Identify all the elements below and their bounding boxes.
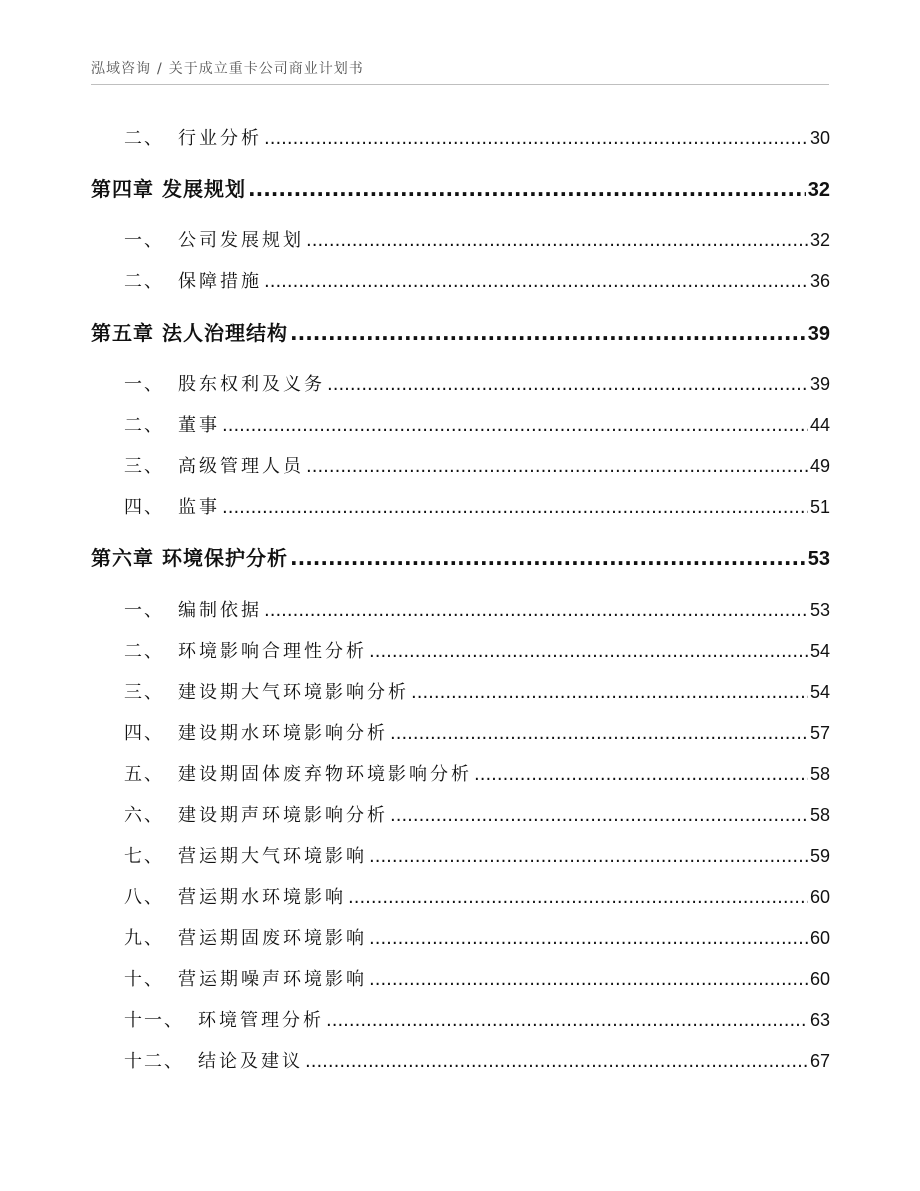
dot-leader: [306, 230, 808, 251]
toc-entry-title: 公司发展规划: [178, 230, 304, 251]
toc-entry[interactable]: [124, 124, 830, 148]
toc-chapter[interactable]: [91, 173, 830, 201]
toc-entry-number: 八、: [124, 887, 164, 908]
toc-entry-page: 51: [809, 497, 830, 517]
toc-entry[interactable]: [124, 267, 830, 291]
toc-entry[interactable]: [124, 1047, 830, 1071]
dot-leader: [348, 887, 808, 908]
toc-entry-title: 建设期水环境影响分析: [178, 723, 388, 744]
toc-chapter-title: 法人治理结构: [162, 321, 288, 345]
toc-entry-number: 十一、: [124, 1010, 184, 1031]
dot-leader: [222, 497, 808, 518]
toc-entry-number: 一、: [124, 600, 164, 621]
toc-entry-title: 营运期大气环境影响: [178, 846, 367, 867]
toc-chapter-title: 环境保护分析: [162, 546, 288, 570]
toc-entry-title: 建设期固体废弃物环境影响分析: [178, 764, 472, 785]
toc-entry-page: 60: [809, 969, 830, 989]
toc-entry-title: 营运期噪声环境影响: [178, 969, 367, 990]
toc-entry[interactable]: [124, 801, 830, 825]
dot-leader: [290, 321, 806, 345]
toc-entry[interactable]: [124, 678, 830, 702]
dot-leader: [411, 682, 808, 703]
toc-entry-title: 股东权利及义务: [178, 374, 325, 395]
toc-entry-title: 建设期声环境影响分析: [178, 805, 388, 826]
dot-leader: [390, 723, 808, 744]
toc-entry-number: 二、: [124, 641, 164, 662]
toc-entry-page: 60: [809, 887, 830, 907]
toc-entry-title: 董事: [178, 415, 220, 436]
toc-chapter-page: 32: [807, 179, 830, 201]
toc-entry-number: 五、: [124, 764, 164, 785]
dot-leader: [390, 805, 808, 826]
header-company: 泓域咨询: [91, 61, 151, 77]
toc-entry-page: 67: [809, 1051, 830, 1071]
toc-entry-page: 32: [809, 230, 830, 250]
dot-leader: [248, 177, 806, 201]
toc-entry-title: 高级管理人员: [178, 456, 304, 477]
toc-chapter[interactable]: [91, 317, 830, 345]
dot-leader: [369, 928, 808, 949]
toc-entry-page: 39: [809, 374, 830, 394]
toc-chapter-title: 发展规划: [162, 177, 246, 201]
toc-entry-page: 58: [809, 764, 830, 784]
toc-entry-title: 编制依据: [178, 600, 262, 621]
toc-entry[interactable]: [124, 965, 830, 989]
toc-entry[interactable]: [124, 719, 830, 743]
toc-entry-number: 十二、: [124, 1051, 184, 1072]
toc-chapter-number: 第四章: [91, 177, 154, 201]
dot-leader: [327, 374, 808, 395]
toc-chapter[interactable]: [91, 542, 830, 570]
toc-entry-number: 二、: [124, 415, 164, 436]
toc-entry[interactable]: [124, 1006, 830, 1030]
toc-entry[interactable]: [124, 883, 830, 907]
toc-entry[interactable]: [124, 493, 830, 517]
dot-leader: [326, 1010, 808, 1031]
toc-chapter-page: 39: [807, 323, 830, 345]
dot-leader: [264, 600, 808, 621]
toc-entry[interactable]: [124, 370, 830, 394]
toc-entry-number: 七、: [124, 846, 164, 867]
toc-entry[interactable]: [124, 842, 830, 866]
toc-entry-page: 60: [809, 928, 830, 948]
toc-entry-title: 保障措施: [178, 271, 262, 292]
toc-entry-page: 58: [809, 805, 830, 825]
toc-entry-page: 49: [809, 456, 830, 476]
toc-chapter-number: 第六章: [91, 546, 154, 570]
toc-entry-page: 36: [809, 271, 830, 291]
toc-entry-page: 30: [809, 128, 830, 148]
dot-leader: [290, 546, 806, 570]
toc-entry[interactable]: [124, 637, 830, 661]
header-doc-title: 关于成立重卡公司商业计划书: [168, 61, 364, 77]
toc-entry-number: 十、: [124, 969, 164, 990]
toc-entry-number: 一、: [124, 374, 164, 395]
toc-entry-title: 营运期水环境影响: [178, 887, 346, 908]
toc-chapter-number: 第五章: [91, 321, 154, 345]
toc-entry-title: 监事: [178, 497, 220, 518]
dot-leader: [222, 415, 808, 436]
toc-entry-number: 二、: [124, 271, 164, 292]
toc-entry-title: 环境影响合理性分析: [178, 641, 367, 662]
dot-leader: [474, 764, 808, 785]
toc-entry-number: 一、: [124, 230, 164, 251]
toc-entry-page: 57: [809, 723, 830, 743]
toc-entry-number: 四、: [124, 497, 164, 518]
toc-entry-page: 59: [809, 846, 830, 866]
toc-entry[interactable]: [124, 452, 830, 476]
toc-entry-number: 四、: [124, 723, 164, 744]
toc-entry-page: 54: [809, 682, 830, 702]
toc-entry[interactable]: [124, 226, 830, 250]
dot-leader: [306, 456, 808, 477]
toc-entry-page: 44: [809, 415, 830, 435]
toc-entry-number: 六、: [124, 805, 164, 826]
dot-leader: [264, 128, 808, 149]
toc-entry[interactable]: [124, 760, 830, 784]
header-separator: /: [157, 61, 163, 77]
dot-leader: [264, 271, 808, 292]
dot-leader: [369, 641, 808, 662]
toc-entry-number: 二、: [124, 128, 164, 149]
toc-entry-number: 三、: [124, 456, 164, 477]
dot-leader: [369, 969, 808, 990]
toc-entry[interactable]: [124, 924, 830, 948]
toc-chapter-page: 53: [807, 548, 830, 570]
toc-entry[interactable]: [124, 411, 830, 435]
toc-entry-page: 63: [809, 1010, 830, 1030]
dot-leader: [305, 1051, 808, 1072]
toc-entry-title: 结论及建议: [198, 1051, 303, 1072]
toc-entry-title: 营运期固废环境影响: [178, 928, 367, 949]
toc-entry-number: 三、: [124, 682, 164, 703]
toc-entry-title: 环境管理分析: [198, 1010, 324, 1031]
toc-entry-page: 53: [809, 600, 830, 620]
dot-leader: [369, 846, 808, 867]
toc-entry-title: 建设期大气环境影响分析: [178, 682, 409, 703]
toc-entry[interactable]: [124, 596, 830, 620]
toc-entry-number: 九、: [124, 928, 164, 949]
toc-entry-page: 54: [809, 641, 830, 661]
toc-entry-title: 行业分析: [178, 128, 262, 149]
